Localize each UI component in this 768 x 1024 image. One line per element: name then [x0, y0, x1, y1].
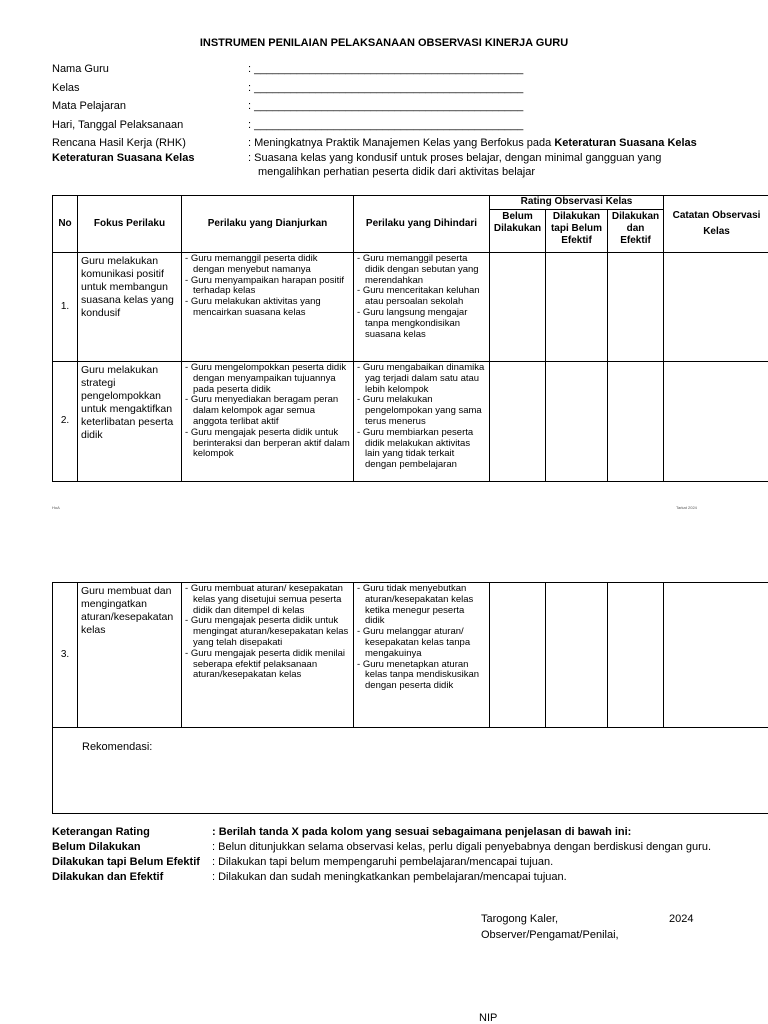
keteraturan-label: Keteraturan Suasana Kelas	[52, 152, 195, 164]
header-tapi-belum: Dilakukan tapi Belum Efektif	[546, 210, 608, 253]
keterangan-label-rating: Keterangan Rating	[52, 826, 150, 838]
header-no: No	[53, 196, 78, 253]
rating-cell-tapi-belum[interactable]	[546, 253, 608, 362]
list-item: - Guru menyampaikan harapan positif terhadap kelas	[185, 276, 350, 298]
observation-table	[52, 195, 768, 482]
keterangan-value-rating: : Berilah tanda X pada kolom yang sesuai sebagaimana penjelasan di bawah ini:	[212, 826, 632, 838]
keterangan-label-belum: Belum Dilakukan	[52, 841, 141, 853]
list-item: - Guru memanggil peserta didik dengan menyebut namanya	[185, 254, 350, 276]
rating-cell-tapi-belum[interactable]	[546, 583, 608, 728]
rhk-label: Rencana Hasil Kerja (RHK)	[52, 137, 186, 149]
row-fokus: Guru melakukan strategi pengelompokkan untuk mengaktifkan keterlibatan peserta didik	[78, 362, 182, 482]
rating-cell-belum[interactable]	[490, 362, 546, 482]
keterangan-value-belum: : Belun ditunjukkan selama observasi kelas, perlu digali penyebabnya dengan berdiskusi dengan guru.	[212, 841, 711, 853]
header-efektif: Dilakukan dan Efektif	[608, 210, 664, 253]
catatan-cell[interactable]	[664, 253, 768, 362]
list-item: - Guru menetapkan aturan kelas tanpa mendiskusikan dengan peserta didik	[357, 660, 486, 692]
rekomendasi-box[interactable]: Rekomendasi:	[53, 728, 768, 814]
row-fokus: Guru membuat dan mengingatkan aturan/kesepakatan kelas	[78, 583, 182, 728]
page-footer-right: Tarkat 2024	[676, 505, 697, 510]
list-item: - Guru melanggar aturan/ kesepakatan kelas tanpa mengakuinya	[357, 627, 486, 659]
header-fokus: Fokus Perilaku	[78, 196, 182, 253]
list-item: - Guru mengajak peserta didik menilai seberapa efektif pelaksanaan aturan/kesepakatan kelas	[185, 649, 350, 681]
rhk-value	[248, 137, 697, 149]
rating-cell-efektif[interactable]	[608, 583, 664, 728]
row-dianjurkan	[182, 253, 354, 362]
catatan-cell[interactable]	[664, 362, 768, 482]
header-dihindari: Perilaku yang Dihindari	[354, 196, 490, 253]
header-belum: Belum Dilakukan	[490, 210, 546, 253]
signature-place: Tarogong Kaler,	[481, 913, 559, 925]
rekomendasi-row	[53, 728, 768, 814]
list-item: - Guru melakukan pengelompokan yang sama terus menerus	[357, 395, 486, 427]
field-value-nama-guru[interactable]: : ____________________________________________	[248, 63, 524, 75]
field-value-mata-pelajaran[interactable]: : ____________________________________________	[248, 100, 524, 112]
list-item: - Guru mengajak peserta didik untuk berinteraksi dan berperan aktif dalam kelompok	[185, 428, 350, 460]
list-item: - Guru membuat aturan/ kesepakatan kelas yang disetujui semua peserta didik dan ditempel di kelas	[185, 584, 350, 616]
keterangan-value-tapi-belum: : Dilakukan tapi belum mempengaruhi pembelajaran/mencapai tujuan.	[212, 856, 554, 868]
field-label-nama-guru: Nama Guru	[52, 63, 109, 75]
keteraturan-value-line2: mengalihkan perhatian peserta didik dari aktivitas belajar	[258, 166, 535, 178]
list-item: - Guru menyediakan beragam peran dalam kelompok agar semua anggota terlibat aktif	[185, 395, 350, 427]
list-item: - Guru menceritakan keluhan atau persoalan sekolah	[357, 286, 486, 308]
row-no: 2.	[53, 362, 78, 482]
list-item: - Guru melakukan aktivitas yang mencairkan suasana kelas	[185, 297, 350, 319]
row-dihindari	[354, 362, 490, 482]
list-item: - Guru langsung mengajar tanpa mengkondisikan suasana kelas	[357, 308, 486, 340]
header-catatan: Catatan Observasi Kelas	[664, 196, 768, 253]
rating-cell-belum[interactable]	[490, 583, 546, 728]
signature-nip: NIP	[479, 1012, 498, 1024]
list-item: - Guru mengajak peserta didik untuk mengingat aturan/kesepakatan kelas yang telah disepakati	[185, 616, 350, 648]
rating-cell-tapi-belum[interactable]	[546, 362, 608, 482]
list-item: - Guru membiarkan peserta didik melakukan aktivitas lain yang tidak terkait dengan pembelajaran	[357, 428, 486, 471]
list-item: - Guru mengelompokkan peserta didik dengan menyampaikan tujuannya pada peserta didik	[185, 363, 350, 395]
header-rating: Rating Observasi Kelas	[490, 196, 664, 210]
keteraturan-value-line1: : Suasana kelas yang kondusif untuk proses belajar, dengan minimal gangguan yang	[248, 152, 662, 164]
list-item: - Guru tidak menyebutkan aturan/kesepakatan kelas ketika menegur peserta didik	[357, 584, 486, 627]
field-value-kelas[interactable]: : ____________________________________________	[248, 82, 524, 94]
field-value-hari-tanggal[interactable]: : ____________________________________________	[248, 119, 524, 131]
keterangan-label-tapi-belum: Dilakukan tapi Belum Efektif	[52, 856, 200, 868]
row-dihindari	[354, 253, 490, 362]
field-label-hari-tanggal: Hari, Tanggal Pelaksanaan	[52, 119, 184, 131]
row-dianjurkan	[182, 362, 354, 482]
list-item: - Guru memanggil peserta didik dengan sebutan yang merendahkan	[357, 254, 486, 286]
rating-cell-efektif[interactable]	[608, 253, 664, 362]
observation-table-continued	[52, 582, 768, 814]
field-label-mata-pelajaran: Mata Pelajaran	[52, 100, 126, 112]
row-no: 3.	[53, 583, 78, 728]
keterangan-value-efektif: : Dilakukan dan sudah meningkatkankan pembelajaran/mencapai tujuan.	[212, 871, 567, 883]
row-dianjurkan	[182, 583, 354, 728]
field-label-kelas: Kelas	[52, 82, 80, 94]
row-fokus: Guru melakukan komunikasi positif untuk membangun suasana kelas yang kondusif	[78, 253, 182, 362]
rating-cell-efektif[interactable]	[608, 362, 664, 482]
row-dihindari	[354, 583, 490, 728]
signature-year: 2024	[669, 913, 694, 925]
rating-cell-belum[interactable]	[490, 253, 546, 362]
page-footer-left: HoA	[52, 505, 60, 510]
list-item: - Guru mengabaikan dinamika yag terjadi dalam satu atau lebih kelompok	[357, 363, 486, 395]
signature-role: Observer/Pengamat/Penilai,	[481, 929, 619, 941]
row-no: 1.	[53, 253, 78, 362]
rhk-value-bold: Keteraturan Suasana Kelas	[554, 137, 697, 149]
header-dianjurkan: Perilaku yang Dianjurkan	[182, 196, 354, 253]
table-row	[53, 253, 768, 362]
catatan-cell[interactable]	[664, 583, 768, 728]
table-row	[53, 362, 768, 482]
document-title: INSTRUMEN PENILAIAN PELAKSANAAN OBSERVASI KINERJA GURU	[199, 37, 569, 49]
keterangan-label-efektif: Dilakukan dan Efektif	[52, 871, 164, 883]
rhk-value-text: : Meningkatnya Praktik Manajemen Kelas yang Berfokus pada	[248, 137, 555, 149]
table-row	[53, 583, 768, 728]
